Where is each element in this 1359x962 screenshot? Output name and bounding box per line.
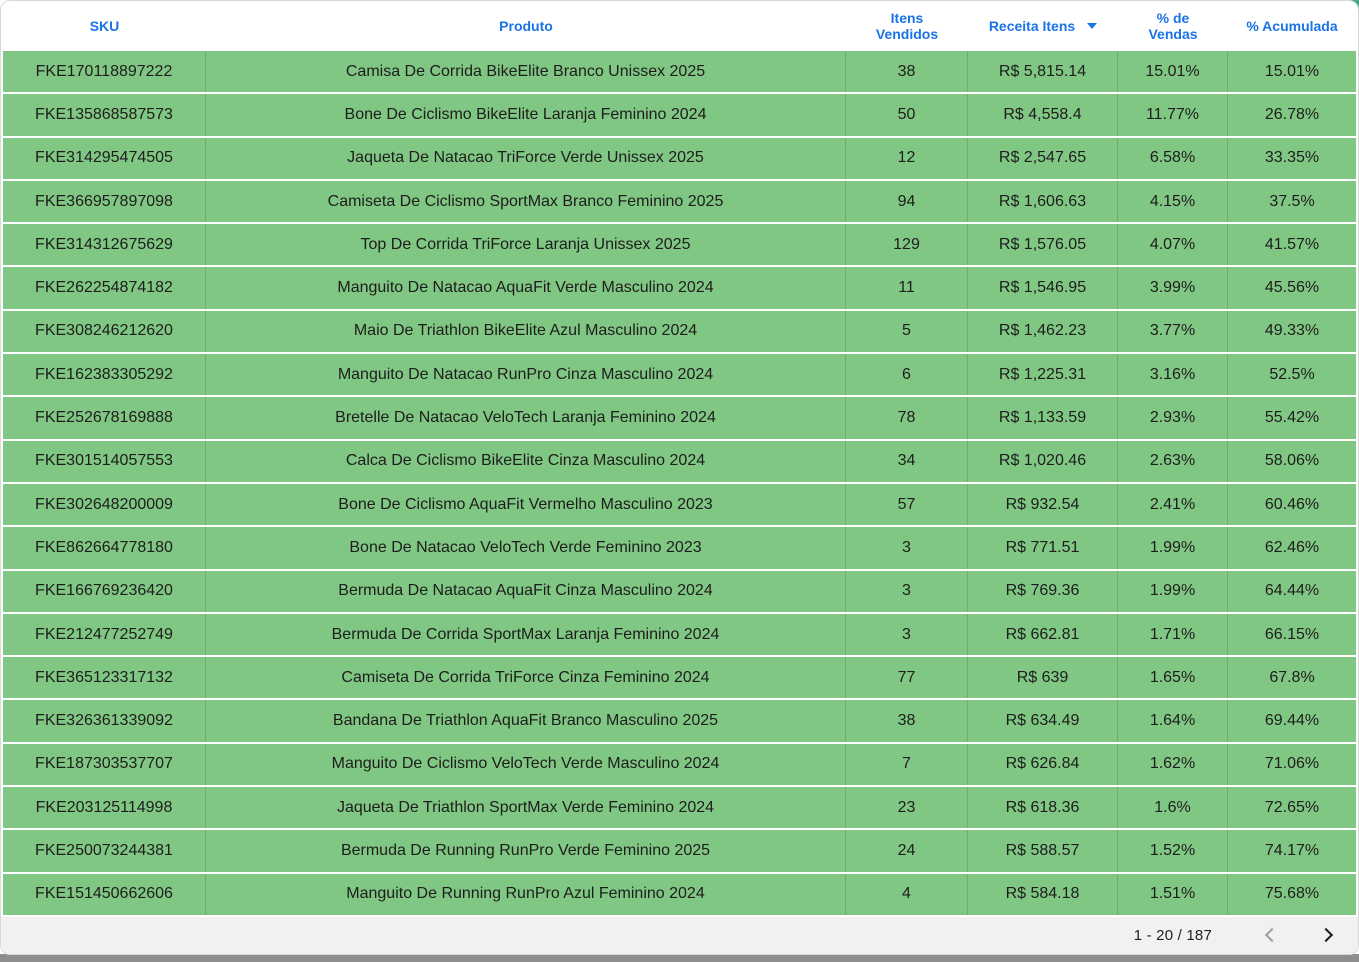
table-row xyxy=(3,138,1356,179)
column-header-receita-itens[interactable] xyxy=(968,1,1118,51)
cell-pct-vendas: 15.01% xyxy=(1118,51,1228,92)
cell-receita: R$ 771.51 xyxy=(968,527,1118,568)
cell-produto: Manguito De Ciclismo VeloTech Verde Masculino 2024 xyxy=(206,744,846,785)
chevron-right-icon xyxy=(1319,928,1333,942)
table-row xyxy=(3,441,1356,482)
background-bottom-strip xyxy=(0,954,1359,962)
cell-receita: R$ 662.81 xyxy=(968,614,1118,655)
table-row xyxy=(3,657,1356,698)
cell-pct-acumulada: 37.5% xyxy=(1269,192,1315,210)
cell-sku: FKE187303537707 xyxy=(3,744,206,785)
table-body xyxy=(1,51,1358,917)
cell-itens: 129 xyxy=(846,224,968,265)
table-row xyxy=(3,267,1356,308)
cell-pct-vendas: 1.52% xyxy=(1118,830,1228,871)
cell-receita: R$ 584.18 xyxy=(968,874,1118,915)
cell-pct-vendas: 6.58% xyxy=(1118,138,1228,179)
cell-receita: R$ 769.36 xyxy=(968,571,1118,612)
cell-pct-acumulada: 69.44% xyxy=(1264,712,1320,730)
cell-pct-vendas: 4.15% xyxy=(1118,181,1228,222)
table-row xyxy=(3,571,1356,612)
cell-produto: Camisa De Corrida BikeElite Branco Unissex 2025 xyxy=(206,51,846,92)
cell-itens: 38 xyxy=(846,51,968,92)
cell-sku: FKE302648200009 xyxy=(3,484,206,525)
column-header-pct-vendas[interactable] xyxy=(1118,1,1228,51)
table-row xyxy=(3,614,1356,655)
cell-receita: R$ 1,576.05 xyxy=(968,224,1118,265)
cell-pct-vendas: 1.99% xyxy=(1118,571,1228,612)
column-header-label: Receita Itens xyxy=(988,18,1076,34)
cell-receita: R$ 1,606.63 xyxy=(968,181,1118,222)
cell-produto: Manguito De Natacao RunPro Cinza Masculino 2024 xyxy=(206,354,846,395)
cell-itens: 38 xyxy=(846,700,968,741)
cell-sku: FKE862664778180 xyxy=(3,527,206,568)
pagination-bar xyxy=(1,917,1358,954)
cell-itens: 24 xyxy=(846,830,968,871)
cell-sku: FKE252678169888 xyxy=(3,397,206,438)
cell-itens: 3 xyxy=(846,614,968,655)
table-row xyxy=(3,484,1356,525)
cell-receita: R$ 4,558.4 xyxy=(968,94,1118,135)
cell-sku: FKE365123317132 xyxy=(3,657,206,698)
cell-sku: FKE151450662606 xyxy=(3,874,206,915)
cell-itens: 4 xyxy=(846,874,968,915)
cell-produto: Bretelle De Natacao VeloTech Laranja Feminino 2024 xyxy=(206,397,846,438)
cell-pct-vendas: 1.64% xyxy=(1118,700,1228,741)
cell-produto: Manguito De Natacao AquaFit Verde Masculino 2024 xyxy=(206,267,846,308)
cell-pct-vendas: 1.51% xyxy=(1118,874,1228,915)
cell-pct-vendas: 2.41% xyxy=(1118,484,1228,525)
cell-pct-acumulada: 60.46% xyxy=(1264,495,1320,513)
table-row xyxy=(3,354,1356,395)
cell-pct-acumulada: 75.68% xyxy=(1264,885,1320,903)
cell-pct-acumulada: 62.46% xyxy=(1264,538,1320,556)
table-row xyxy=(3,830,1356,871)
cell-receita: R$ 1,546.95 xyxy=(968,267,1118,308)
cell-sku: FKE212477252749 xyxy=(3,614,206,655)
cell-pct-acumulada: 33.35% xyxy=(1264,149,1320,167)
cell-itens: 34 xyxy=(846,441,968,482)
cell-produto: Bone De Ciclismo AquaFit Vermelho Masculino 2023 xyxy=(206,484,846,525)
cell-pct-acumulada: 41.57% xyxy=(1264,235,1320,253)
cell-produto: Maio De Triathlon BikeElite Azul Masculino 2024 xyxy=(206,311,846,352)
cell-itens: 78 xyxy=(846,397,968,438)
cell-sku: FKE166769236420 xyxy=(3,571,206,612)
cell-produto: Camiseta De Ciclismo SportMax Branco Feminino 2025 xyxy=(206,181,846,222)
cell-pct-acumulada: 55.42% xyxy=(1264,409,1320,427)
cell-pct-acumulada: 15.01% xyxy=(1264,62,1320,80)
table-row xyxy=(3,700,1356,741)
cell-sku: FKE135868587573 xyxy=(3,94,206,135)
column-header-label: SKU xyxy=(89,18,120,34)
table-row xyxy=(3,874,1356,915)
page-range-label: 1 - 20 / 187 xyxy=(1133,926,1212,944)
cell-pct-acumulada: 64.44% xyxy=(1264,582,1320,600)
cell-receita: R$ 639 xyxy=(968,657,1118,698)
cell-pct-acumulada: 49.33% xyxy=(1264,322,1320,340)
cell-itens: 57 xyxy=(846,484,968,525)
cell-pct-acumulada: 74.17% xyxy=(1264,841,1320,859)
cell-pct-vendas: 11.77% xyxy=(1118,94,1228,135)
cell-itens: 23 xyxy=(846,787,968,828)
cell-produto: Top De Corrida TriForce Laranja Unissex 2025 xyxy=(206,224,846,265)
column-header-label: Produto xyxy=(499,18,553,34)
cell-pct-acumulada: 67.8% xyxy=(1269,668,1315,686)
table-row xyxy=(3,94,1356,135)
cell-sku: FKE314312675629 xyxy=(3,224,206,265)
cell-sku: FKE314295474505 xyxy=(3,138,206,179)
cell-pct-vendas: 3.16% xyxy=(1118,354,1228,395)
next-page-button[interactable] xyxy=(1308,920,1344,950)
cell-produto: Bermuda De Natacao AquaFit Cinza Masculino 2024 xyxy=(206,571,846,612)
table-header-row xyxy=(1,1,1358,51)
cell-pct-vendas: 1.65% xyxy=(1118,657,1228,698)
cell-produto: Bermuda De Corrida SportMax Laranja Feminino 2024 xyxy=(206,614,846,655)
cell-receita: R$ 634.49 xyxy=(968,700,1118,741)
chevron-left-icon xyxy=(1265,928,1279,942)
cell-pct-acumulada: 52.5% xyxy=(1269,365,1315,383)
cell-receita: R$ 588.57 xyxy=(968,830,1118,871)
cell-produto: Bandana De Triathlon AquaFit Branco Masculino 2025 xyxy=(206,700,846,741)
cell-itens: 94 xyxy=(846,181,968,222)
cell-pct-vendas: 1.62% xyxy=(1118,744,1228,785)
cell-produto: Jaqueta De Natacao TriForce Verde Unissex 2025 xyxy=(206,138,846,179)
column-header-label: Itens Vendidos xyxy=(875,10,939,42)
cell-itens: 11 xyxy=(846,267,968,308)
cell-pct-acumulada: 72.65% xyxy=(1264,798,1320,816)
cell-receita: R$ 618.36 xyxy=(968,787,1118,828)
table-row xyxy=(3,311,1356,352)
cell-produto: Bone De Natacao VeloTech Verde Feminino 2023 xyxy=(206,527,846,568)
cell-receita: R$ 932.54 xyxy=(968,484,1118,525)
cell-sku: FKE170118897222 xyxy=(3,51,206,92)
cell-pct-acumulada: 58.06% xyxy=(1264,452,1320,470)
cell-receita: R$ 1,020.46 xyxy=(968,441,1118,482)
table-row xyxy=(3,181,1356,222)
cell-produto: Manguito De Running RunPro Azul Feminino 2024 xyxy=(206,874,846,915)
cell-pct-vendas: 1.99% xyxy=(1118,527,1228,568)
cell-itens: 6 xyxy=(846,354,968,395)
column-header-label: % de Vendas xyxy=(1148,10,1198,42)
cell-itens: 3 xyxy=(846,527,968,568)
cell-itens: 77 xyxy=(846,657,968,698)
cell-itens: 3 xyxy=(846,571,968,612)
cell-sku: FKE203125114998 xyxy=(3,787,206,828)
cell-produto: Camiseta De Corrida TriForce Cinza Feminino 2024 xyxy=(206,657,846,698)
table-row xyxy=(3,51,1356,92)
cell-pct-acumulada: 66.15% xyxy=(1264,625,1320,643)
cell-pct-vendas: 1.71% xyxy=(1118,614,1228,655)
cell-pct-vendas: 1.6% xyxy=(1118,787,1228,828)
cell-pct-vendas: 2.93% xyxy=(1118,397,1228,438)
cell-produto: Bermuda De Running RunPro Verde Feminino 2025 xyxy=(206,830,846,871)
cell-receita: R$ 1,462.23 xyxy=(968,311,1118,352)
cell-sku: FKE262254874182 xyxy=(3,267,206,308)
cell-itens: 5 xyxy=(846,311,968,352)
column-header-pct-acumulada[interactable] xyxy=(1228,1,1356,51)
cell-sku: FKE326361339092 xyxy=(3,700,206,741)
cell-sku: FKE250073244381 xyxy=(3,830,206,871)
cell-pct-acumulada: 71.06% xyxy=(1264,755,1320,773)
cell-produto: Calca De Ciclismo BikeElite Cinza Masculino 2024 xyxy=(206,441,846,482)
cell-sku: FKE162383305292 xyxy=(3,354,206,395)
cell-receita: R$ 5,815.14 xyxy=(968,51,1118,92)
prev-page-button[interactable] xyxy=(1254,920,1290,950)
cell-produto: Jaqueta De Triathlon SportMax Verde Feminino 2024 xyxy=(206,787,846,828)
table-row xyxy=(3,224,1356,265)
cell-receita: R$ 1,133.59 xyxy=(968,397,1118,438)
cell-pct-vendas: 2.63% xyxy=(1118,441,1228,482)
cell-itens: 12 xyxy=(846,138,968,179)
cell-sku: FKE308246212620 xyxy=(3,311,206,352)
cell-pct-acumulada: 26.78% xyxy=(1264,105,1320,123)
cell-pct-vendas: 3.99% xyxy=(1118,267,1228,308)
column-header-label: % Acumulada xyxy=(1246,18,1338,34)
column-header-produto[interactable] xyxy=(206,1,846,51)
cell-sku: FKE301514057553 xyxy=(3,441,206,482)
column-header-sku[interactable] xyxy=(3,1,206,51)
cell-itens: 50 xyxy=(846,94,968,135)
cell-receita: R$ 626.84 xyxy=(968,744,1118,785)
cell-sku: FKE366957897098 xyxy=(3,181,206,222)
cell-receita: R$ 2,547.65 xyxy=(968,138,1118,179)
cell-produto: Bone De Ciclismo BikeElite Laranja Feminino 2024 xyxy=(206,94,846,135)
table-row xyxy=(3,397,1356,438)
cell-receita: R$ 1,225.31 xyxy=(968,354,1118,395)
cell-pct-acumulada: 45.56% xyxy=(1264,279,1320,297)
sort-desc-icon xyxy=(1087,23,1097,29)
cell-itens: 7 xyxy=(846,744,968,785)
table-row xyxy=(3,527,1356,568)
column-header-itens-vendidos[interactable] xyxy=(846,1,968,51)
table-row xyxy=(3,744,1356,785)
cell-pct-vendas: 3.77% xyxy=(1118,311,1228,352)
table-row xyxy=(3,787,1356,828)
cell-pct-vendas: 4.07% xyxy=(1118,224,1228,265)
